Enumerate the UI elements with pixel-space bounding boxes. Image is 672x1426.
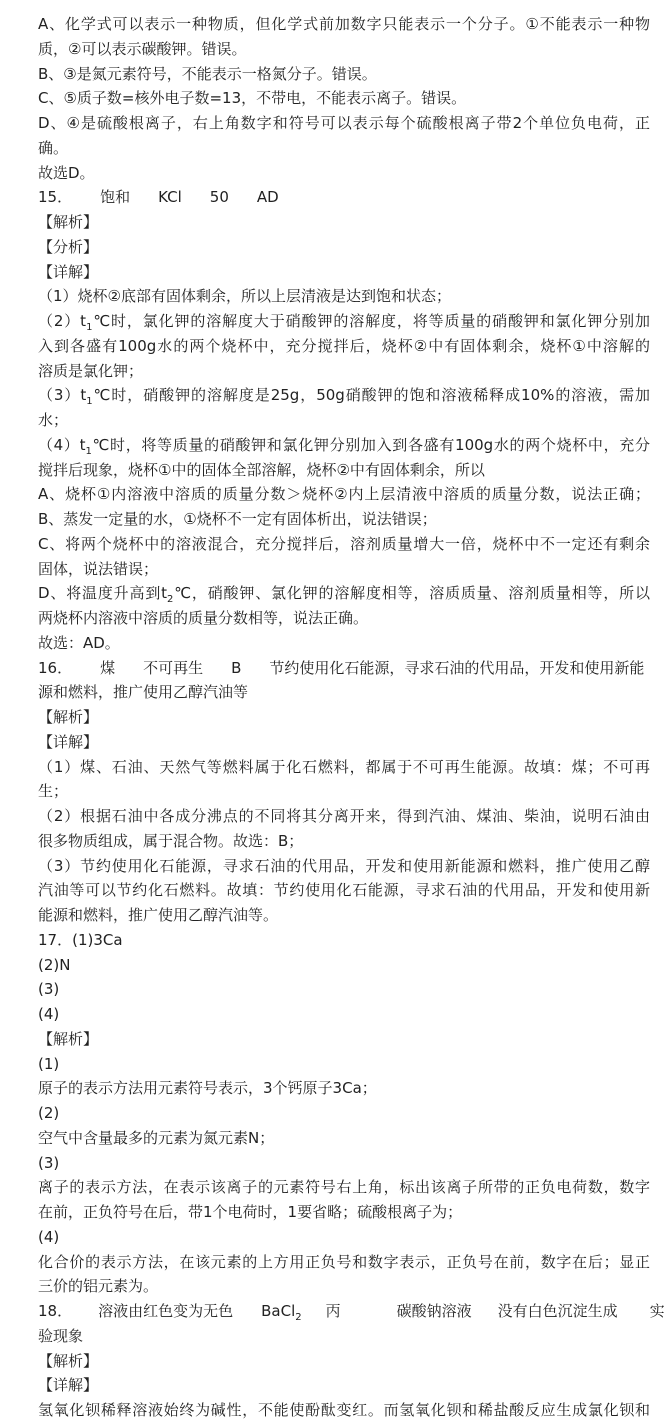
text-line xyxy=(38,953,650,978)
line-text: 三价的铝元素为。 xyxy=(38,1277,159,1296)
text-line xyxy=(38,334,650,359)
answer-item: BaCl xyxy=(261,1302,296,1320)
answer-item: 没有白色沉淀生成 xyxy=(497,1302,618,1320)
line-text: 【解析】 xyxy=(38,1351,99,1370)
line-text: A、烧杯①内溶液中溶质的质量分数＞烧杯②内上层清液中溶质的质量分数，说法正确； xyxy=(38,485,650,504)
text-line xyxy=(38,62,650,87)
text-line xyxy=(38,210,650,235)
subscript: 1 xyxy=(86,396,93,408)
line-text: 两烧杯内溶液中溶质的质量分数相等，说法正确。 xyxy=(38,609,369,627)
line-text: 验现象 xyxy=(38,1326,84,1345)
line-text: （2）t xyxy=(38,312,87,330)
text-line xyxy=(38,86,650,111)
text-line xyxy=(38,408,650,433)
line-text: （2）根据石油中各成分沸点的不同将其分离开来，得到汽油、煤油、柴油，说明石油由 xyxy=(38,807,650,825)
answer-item: AD xyxy=(256,188,279,207)
text-line xyxy=(38,804,650,829)
text-line xyxy=(38,1274,650,1299)
text-line xyxy=(38,730,650,755)
line-text: (1) xyxy=(38,1054,60,1073)
line-text: 生； xyxy=(38,782,69,801)
text-line xyxy=(38,1398,650,1423)
text-line xyxy=(38,1101,650,1126)
text-line xyxy=(38,1250,650,1275)
text-line xyxy=(38,656,650,681)
line-text: (3) xyxy=(38,1153,60,1172)
text-line xyxy=(38,1175,650,1200)
line-text: C、将两个烧杯中的溶液混合，充分搅拌后，溶剂质量增大一倍，烧杯中不一定还有剩余 xyxy=(38,534,650,553)
subscript: 2 xyxy=(295,1312,302,1323)
line-text: 故选D。 xyxy=(38,163,95,182)
line-text: 溶质是氯化钾； xyxy=(38,361,144,380)
text-line xyxy=(38,1126,650,1151)
text-line xyxy=(38,235,650,260)
question-number: 15． xyxy=(38,188,73,207)
text-line xyxy=(38,1076,650,1101)
answer-item: 实 xyxy=(649,1302,665,1320)
line-text: (3) xyxy=(38,980,60,999)
line-text: ℃时，硝酸钾的溶解度是25g，50g硝酸钾的饱和溶液稀释成10%的溶液，需加 xyxy=(92,386,651,405)
line-text: 能源和燃料，推广使用乙醇汽油等。 xyxy=(38,906,279,924)
answer-item: 煤 xyxy=(100,658,116,677)
text-line xyxy=(38,161,650,186)
line-text: ℃时，将等质量的硝酸钾和氯化钾分别加入到各盛有100g水的两个烧杯中，充分 xyxy=(91,435,650,454)
answer-item: 饱和 xyxy=(100,188,131,207)
answer-item: 溶液由红色变为无色 xyxy=(98,1302,234,1320)
text-line xyxy=(38,507,650,532)
text-line xyxy=(38,606,650,631)
text-line xyxy=(38,557,650,582)
text-line xyxy=(38,458,650,483)
text-line xyxy=(38,1151,650,1176)
line-text: （3）节约使用化石能源，寻求石油的代用品，开发和使用新能源和燃料，推广使用乙醇 xyxy=(38,856,650,875)
text-line xyxy=(38,284,650,309)
text-line xyxy=(38,854,650,879)
line-text: 水； xyxy=(38,411,69,429)
line-text: 【解析】 xyxy=(38,708,99,726)
text-line xyxy=(38,903,650,928)
subscript: 1 xyxy=(86,322,93,333)
text-line xyxy=(38,37,650,62)
question-number: 16． xyxy=(38,658,73,677)
line-text: (2) xyxy=(38,1104,60,1122)
text-line xyxy=(38,1002,650,1027)
line-text: 【分析】 xyxy=(38,237,99,256)
answer-item: 节约使用化石能源，寻求石油的代用品，开发和使用新能 xyxy=(269,658,645,677)
line-text: ℃时，氯化钾的溶解度大于硝酸钾的溶解度，将等质量的硝酸钾和氯化钾分别加 xyxy=(92,312,650,330)
text-line xyxy=(38,1200,650,1225)
text-line xyxy=(38,359,650,384)
text-line xyxy=(38,581,650,606)
subscript: 2 xyxy=(167,594,174,606)
line-text: （1）煤、石油、天然气等燃料属于化石燃料，都属于不可再生能源。故填：煤；不可再 xyxy=(38,757,650,776)
text-line xyxy=(38,532,650,557)
line-text: ℃，硝酸钾、氯化钾的溶解度相等，溶质质量、溶剂质量相等，所以 xyxy=(173,584,650,603)
text-line xyxy=(38,928,650,953)
answer-item: B xyxy=(231,658,242,677)
text-line xyxy=(38,977,650,1002)
text-line xyxy=(38,1052,650,1077)
answer-item: 丙 xyxy=(325,1302,341,1320)
line-text: 空气中含量最多的元素为氮元素N； xyxy=(38,1128,275,1147)
line-text: 很多物质组成，属于混合物。故选：B； xyxy=(38,831,304,850)
question-number: 18． xyxy=(38,1302,73,1320)
line-text: （1）烧杯②底部有固体剩余，所以上层清液是达到饱和状态； xyxy=(38,287,451,306)
line-text: （3）t xyxy=(38,386,87,405)
line-text: 化合价的表示方法，在该元素的上方用正负号和数字表示，正负号在前，数字在后；显正 xyxy=(38,1252,650,1271)
line-text: 【解析】 xyxy=(38,1029,99,1048)
line-text: 固体，说法错误； xyxy=(38,559,159,578)
line-text: （4）t xyxy=(38,435,86,454)
line-text: 搅拌后现象，烧杯①中的固体全部溶解，烧杯②中有固体剩余，所以 xyxy=(38,460,485,479)
line-text: 确。 xyxy=(38,138,69,157)
line-text: 离子的表示方法，在表示该离子的元素符号右上角，标出该离子所带的正负电荷数，数字 xyxy=(38,1178,650,1197)
text-line xyxy=(38,482,650,507)
answer-item: 碳酸钠溶液 xyxy=(396,1302,472,1320)
line-text: D、④是硫酸根离子，右上角数字和符号可以表示每个硫酸根离子带2个单位负电荷，正 xyxy=(38,114,650,132)
line-text: D、将温度升高到t xyxy=(38,584,168,603)
text-line xyxy=(38,705,650,730)
text-line xyxy=(38,136,650,161)
text-line xyxy=(38,185,650,210)
line-text: 故选：AD。 xyxy=(38,633,120,652)
text-line xyxy=(38,680,650,705)
line-text: 【详解】 xyxy=(38,262,99,281)
line-text: B、③是氮元素符号，不能表示一格氮分子。错误。 xyxy=(38,64,377,83)
text-line xyxy=(38,1349,650,1374)
text-line xyxy=(38,631,650,656)
line-text: 氢氧化钡稀释溶液始终为碱性，不能使酚酞变红。而氢氧化钡和稀盐酸反应生成氯化钡和 xyxy=(38,1401,650,1419)
text-line xyxy=(38,1373,650,1398)
text-line xyxy=(38,260,650,285)
line-text: 入到各盛有100g水的两个烧杯中，充分搅拌后，烧杯②中有固体剩余，烧杯①中溶解的 xyxy=(38,336,650,355)
text-line xyxy=(38,1299,665,1324)
answer-item: 50 xyxy=(209,188,229,207)
text-line xyxy=(38,1027,650,1052)
line-text: A、化学式可以表示一种物质，但化学式前加数字只能表示一个分子。①不能表示一种物 xyxy=(38,15,650,33)
line-text: (4) xyxy=(38,1005,60,1023)
line-text: 【详解】 xyxy=(38,1376,99,1395)
line-text: 汽油等可以节约化石燃料。故填：节约使用化石能源，寻求石油的代用品，开发和使用新 xyxy=(38,881,650,900)
text-line xyxy=(38,433,650,458)
line-text: 在前，正负符号在后，带1个电荷时，1要省略；硫酸根离子为； xyxy=(38,1203,463,1221)
line-text: C、⑤质子数=核外电子数=13，不带电，不能表示离子。错误。 xyxy=(38,89,467,108)
text-line xyxy=(38,878,650,903)
text-line xyxy=(38,111,650,136)
line-text: 【解析】 xyxy=(38,213,99,231)
text-line xyxy=(38,755,650,780)
line-text: 17．(1)3Ca xyxy=(38,930,123,949)
text-line xyxy=(38,829,650,854)
line-text: (4) xyxy=(38,1227,60,1246)
text-line xyxy=(38,12,650,37)
line-text: 质，②可以表示碳酸钾。错误。 xyxy=(38,39,247,58)
text-line xyxy=(38,1324,650,1349)
answer-item: 不可再生 xyxy=(143,658,204,677)
line-text: 源和燃料，推广使用乙醇汽油等 xyxy=(38,683,249,702)
line-text: (2)N xyxy=(38,955,71,974)
text-line xyxy=(38,309,650,334)
answer-item: KCl xyxy=(158,188,182,207)
line-text: 【详解】 xyxy=(38,732,99,751)
subscript: 1 xyxy=(85,445,92,457)
text-line xyxy=(38,1225,650,1250)
text-line xyxy=(38,383,650,408)
line-text: B、蒸发一定量的水，①烧杯不一定有固体析出，说法错误； xyxy=(38,510,437,528)
line-text: 原子的表示方法用元素符号表示，3个钙原子3Ca； xyxy=(38,1079,377,1098)
text-line xyxy=(38,779,650,804)
